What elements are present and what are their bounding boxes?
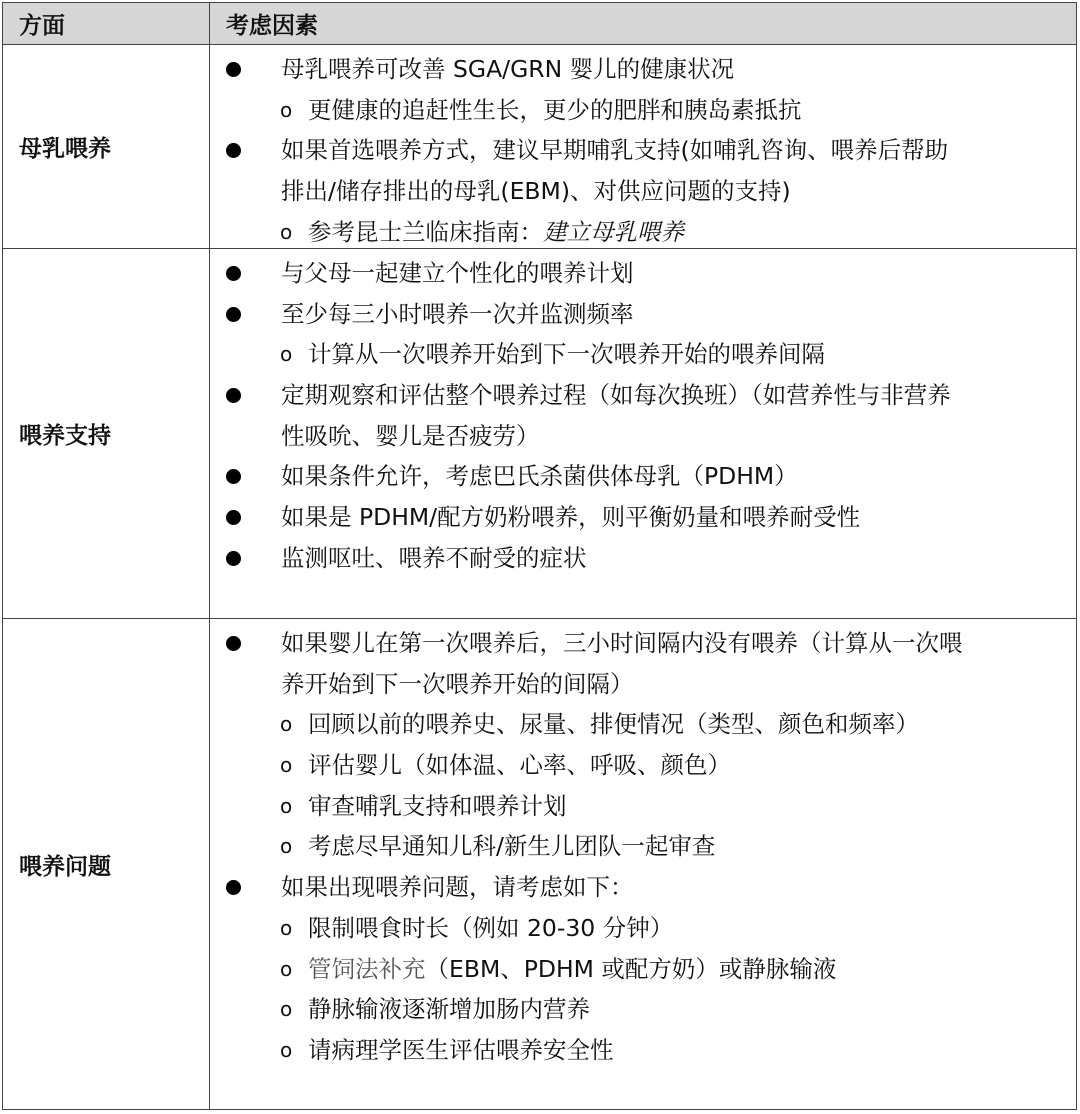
item-text bbox=[308, 745, 731, 786]
item-text-main: 如果出现喂养问题，请考虑如下： bbox=[281, 873, 634, 902]
item-text-main: （EBM、PDHM 或配方奶）或静脉输液 bbox=[425, 954, 837, 983]
bullet-continuation bbox=[210, 416, 1076, 457]
bullet-item bbox=[210, 623, 1076, 664]
item-text-main: 审查哺乳支持和喂养计划 bbox=[308, 791, 567, 820]
table-row-breastfeeding bbox=[3, 45, 1076, 249]
item-text bbox=[281, 294, 634, 335]
header-aspect: 方面 bbox=[3, 3, 210, 44]
bullet-dot-icon bbox=[226, 266, 241, 281]
sub-bullet-icon: o bbox=[280, 753, 293, 778]
bullet-dot-icon bbox=[226, 143, 241, 158]
item-text-main: 如果首选喂养方式，建议早期哺乳支持(如哺乳咨询、喂养后帮助 bbox=[281, 136, 949, 165]
sub-item bbox=[210, 989, 1076, 1030]
item-text-main: 至少每三小时喂养一次并监测频率 bbox=[281, 299, 634, 328]
item-text-main: 养开始到下一次喂养开始的间隔） bbox=[281, 669, 634, 698]
item-text bbox=[308, 826, 715, 867]
bullet-item bbox=[210, 538, 1076, 579]
item-text bbox=[308, 212, 684, 253]
bullet-dot-icon bbox=[226, 62, 241, 77]
item-text-main: 定期观察和评估整个喂养过程（如每次换班）（如营养性与非营养 bbox=[281, 381, 951, 410]
item-text bbox=[308, 949, 836, 990]
item-text bbox=[281, 664, 634, 705]
item-text bbox=[281, 171, 791, 212]
item-text bbox=[308, 989, 590, 1030]
item-text-main: 静脉输液逐渐增加肠内营养 bbox=[308, 995, 590, 1024]
item-text-prefix: 管饲法补充 bbox=[308, 954, 426, 983]
item-text-main: 性吸吮、婴儿是否疲劳） bbox=[281, 421, 540, 450]
sub-bullet-icon: o bbox=[280, 712, 293, 737]
considerations-cell bbox=[210, 45, 1076, 248]
sub-bullet-icon: o bbox=[280, 1037, 293, 1062]
sub-item bbox=[210, 90, 1076, 131]
item-text bbox=[308, 786, 567, 827]
bullet-dot-icon bbox=[226, 636, 241, 651]
bullet-dot-icon bbox=[226, 469, 241, 484]
bullet-item bbox=[210, 456, 1076, 497]
item-text bbox=[281, 253, 634, 294]
item-text-main: 母乳喂养可改善 SGA/GRN 婴儿的健康状况 bbox=[281, 55, 735, 83]
item-text bbox=[281, 416, 540, 457]
aspect-cell: 喂养问题 bbox=[3, 619, 210, 1109]
sub-item bbox=[210, 212, 1076, 253]
item-text-main: 如果是 PDHM/配方奶粉喂养，则平衡奶量和喂养耐受性 bbox=[281, 503, 861, 532]
bullet-item bbox=[210, 375, 1076, 416]
item-text-main: 请病理学医生评估喂养安全性 bbox=[308, 1035, 614, 1064]
bullet-continuation bbox=[210, 664, 1076, 705]
item-text bbox=[281, 49, 734, 90]
bullet-dot-icon bbox=[226, 510, 241, 525]
item-text bbox=[281, 130, 948, 171]
sub-item bbox=[210, 334, 1076, 375]
table-row-feeding-support bbox=[3, 249, 1076, 619]
sub-bullet-icon: o bbox=[280, 834, 293, 859]
sub-item bbox=[210, 908, 1076, 949]
item-text-main: 排出/储存排出的母乳(EBM)、对供应问题的支持) bbox=[281, 177, 791, 206]
item-text-main: 如果条件允许，考虑巴氏杀菌供体母乳（PDHM） bbox=[281, 462, 798, 491]
item-text bbox=[281, 538, 587, 579]
bullet-item bbox=[210, 130, 1076, 171]
sub-item bbox=[210, 786, 1076, 827]
sub-bullet-icon: o bbox=[280, 956, 293, 981]
item-text-main: 回顾以前的喂养史、尿量、排便情况（类型、颜色和频率） bbox=[308, 710, 919, 739]
item-text bbox=[281, 623, 963, 664]
item-text bbox=[308, 1030, 614, 1071]
sub-bullet-icon: o bbox=[280, 342, 293, 367]
item-text-main: 与父母一起建立个性化的喂养计划 bbox=[281, 259, 634, 287]
header-considerations: 考虑因素 bbox=[226, 13, 318, 39]
item-text-main: 评估婴儿（如体温、心率、呼吸、颜色） bbox=[308, 751, 731, 780]
sub-bullet-icon: o bbox=[280, 219, 293, 244]
sub-item bbox=[210, 949, 1076, 990]
considerations-cell bbox=[210, 619, 1076, 1109]
bullet-dot-icon bbox=[226, 880, 241, 895]
sub-item bbox=[210, 745, 1076, 786]
item-text bbox=[308, 90, 802, 131]
item-text-main: 参考昆士兰临床指南： bbox=[308, 217, 543, 246]
guideline-link-text: 建立母乳喂养 bbox=[543, 217, 684, 246]
item-text-main: 监测呕吐、喂养不耐受的症状 bbox=[281, 543, 587, 572]
bullet-dot-icon bbox=[226, 388, 241, 403]
table-header bbox=[3, 3, 1076, 45]
bullet-item bbox=[210, 294, 1076, 335]
item-text-main: 如果婴儿在第一次喂养后，三小时间隔内没有喂养（计算从一次喂 bbox=[281, 629, 963, 657]
bullet-item bbox=[210, 253, 1076, 294]
sub-bullet-icon: o bbox=[280, 997, 293, 1022]
bullet-dot-icon bbox=[226, 551, 241, 566]
item-text-main: 限制喂食时长（例如 20-30 分钟） bbox=[308, 913, 674, 942]
item-text bbox=[308, 908, 673, 949]
aspect-cell: 母乳喂养 bbox=[3, 45, 210, 248]
considerations-table bbox=[2, 2, 1077, 1110]
considerations-cell bbox=[210, 249, 1076, 618]
sub-bullet-icon: o bbox=[280, 915, 293, 940]
bullet-item bbox=[210, 867, 1076, 908]
item-text-main: 计算从一次喂养开始到下一次喂养开始的喂养间隔 bbox=[308, 340, 825, 369]
sub-item bbox=[210, 1030, 1076, 1071]
bullet-dot-icon bbox=[226, 307, 241, 322]
item-text bbox=[281, 375, 951, 416]
aspect-cell: 喂养支持 bbox=[3, 249, 210, 618]
item-text bbox=[308, 334, 825, 375]
bullet-item bbox=[210, 49, 1076, 90]
sub-item bbox=[210, 826, 1076, 867]
item-text bbox=[281, 867, 634, 908]
table-row-feeding-problems bbox=[3, 619, 1076, 1109]
item-text bbox=[281, 456, 798, 497]
sub-bullet-icon: o bbox=[280, 97, 293, 122]
sub-bullet-icon: o bbox=[280, 793, 293, 818]
item-text bbox=[308, 704, 919, 745]
item-text-main: 考虑尽早通知儿科/新生儿团队一起审查 bbox=[308, 832, 716, 861]
item-text-main: 更健康的追赶性生长，更少的肥胖和胰岛素抵抗 bbox=[308, 95, 802, 124]
bullet-item bbox=[210, 497, 1076, 538]
sub-item bbox=[210, 704, 1076, 745]
item-text bbox=[281, 497, 860, 538]
bullet-continuation bbox=[210, 171, 1076, 212]
